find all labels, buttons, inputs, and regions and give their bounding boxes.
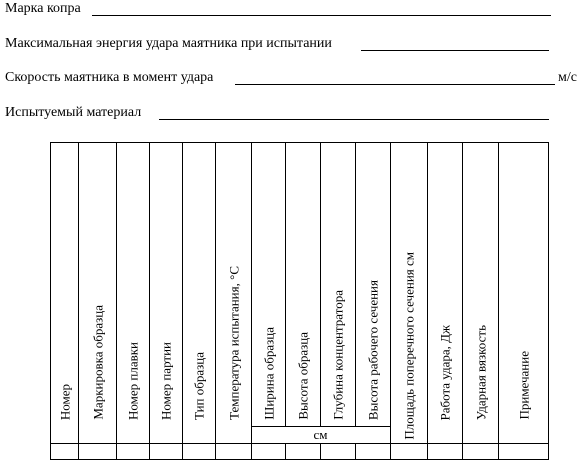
col-line-14: [548, 142, 549, 460]
max-energy-label: Максимальная энергия удара маятника при испытании: [5, 36, 332, 51]
header-cell-sample-type: [183, 142, 215, 424]
col-line-7b: [285, 443, 286, 460]
header-cell-sample-height: [286, 142, 320, 424]
header-cell-notch-depth: [321, 142, 355, 424]
header-cell-impact-toughness: [463, 142, 498, 424]
header-working-section-height: Высота рабочего сечения: [365, 279, 381, 420]
table-bottom-border: [50, 459, 549, 460]
header-notch-depth: Глубина концентратора: [330, 290, 346, 420]
dimension-unit-label: см: [313, 427, 328, 442]
header-cell-test-temperature: [216, 142, 251, 424]
header-cell-batch-number: [150, 142, 182, 424]
col-line-8b: [320, 443, 321, 460]
header-batch-number: Номер партии: [158, 341, 174, 420]
test-material-label: Испытуемый материал: [5, 105, 142, 120]
header-cell-sample-marking: [79, 142, 116, 424]
header-note: Примечание: [516, 351, 531, 420]
pendulum-speed-unit: м/с: [558, 70, 577, 85]
header-cross-section-area: Площадь поперечного сечения см: [401, 252, 417, 440]
header-heat-number: Номер плавки: [125, 341, 141, 420]
header-sample-type: Тип образца: [191, 351, 207, 420]
header-cell-sample-width: [252, 142, 285, 424]
header-impact-energy: Работа удара, Дж: [437, 324, 453, 420]
col-line-9b: [355, 443, 356, 460]
header-cell-cross-section-area: [391, 142, 427, 444]
header-sample-width: Ширина образца: [261, 327, 276, 420]
header-cell-impact-energy: [428, 142, 462, 424]
header-sample-marking: Маркировка образца: [90, 305, 105, 420]
header-impact-toughness: Ударная вязкость: [473, 324, 488, 420]
header-sample-height: Высота образца: [295, 332, 311, 420]
pendulum-speed-label: Скорость маятника в момент удара: [5, 70, 214, 85]
header-cell-heat-number: [117, 142, 149, 424]
header-test-temperature: Температура испытания, °C: [226, 266, 241, 420]
header-cell-note: [499, 142, 548, 424]
header-cell-working-section-height: [356, 142, 390, 424]
machine-model-label: Марка копра: [5, 1, 81, 16]
header-number: Номер: [57, 383, 72, 420]
header-cell-number: [51, 142, 78, 424]
table-header-bottom: [50, 443, 549, 444]
